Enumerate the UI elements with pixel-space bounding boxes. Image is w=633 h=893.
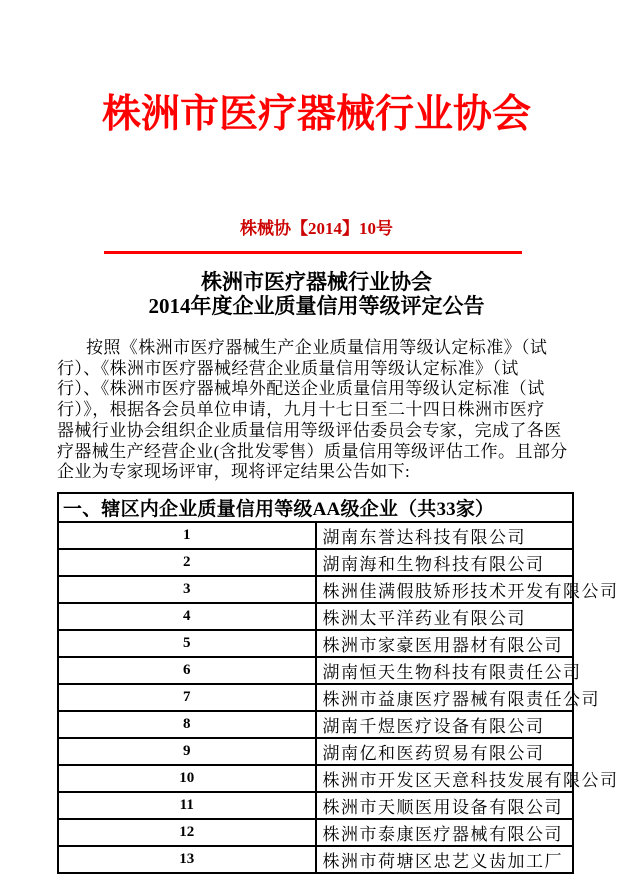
row-number: 2 bbox=[58, 549, 316, 576]
company-name: 株洲太平洋药业有限公司 bbox=[316, 603, 574, 630]
row-number: 13 bbox=[58, 846, 316, 873]
table-row bbox=[58, 792, 573, 819]
table-row bbox=[58, 738, 573, 765]
row-number: 11 bbox=[58, 792, 316, 819]
company-name: 湖南海和生物科技有限公司 bbox=[316, 549, 574, 576]
table-row bbox=[58, 819, 573, 846]
company-name: 株洲市家豪医用器材有限公司 bbox=[316, 630, 574, 657]
table-row bbox=[58, 522, 573, 549]
company-name: 湖南恒天生物科技有限责任公司 bbox=[316, 657, 574, 684]
table-row bbox=[58, 549, 573, 576]
letterhead-org-title: 株洲市医疗器械行业协会 bbox=[101, 93, 531, 136]
row-number: 8 bbox=[58, 711, 316, 738]
doc-number: 株械协【2014】10号 bbox=[240, 219, 393, 238]
company-name: 株洲市益康医疗器械有限责任公司 bbox=[316, 684, 574, 711]
company-name: 株洲市荷塘区忠艺义齿加工厂 bbox=[316, 846, 574, 873]
body-line: 行）、《株洲市医疗器械埠外配送企业质量信用等级认定标准（试 bbox=[57, 379, 545, 399]
row-number: 4 bbox=[58, 603, 316, 630]
body-line: 企业为专家现场评审，现将评定结果公告如下: bbox=[57, 462, 411, 482]
table-section-header-row bbox=[58, 493, 573, 522]
company-name: 湖南亿和医药贸易有限公司 bbox=[316, 738, 574, 765]
body-line: 器械行业协会组织企业质量信用等级评估委员会专家，完成了各医 bbox=[57, 420, 562, 440]
announcement-title-line1: 株洲市医疗器械行业协会 bbox=[201, 270, 432, 294]
row-number: 1 bbox=[58, 522, 316, 549]
company-name: 株洲市开发区天意科技发展有限公司 bbox=[316, 765, 574, 792]
body-paragraph bbox=[57, 338, 577, 483]
row-number: 12 bbox=[58, 819, 316, 846]
rating-table bbox=[57, 492, 619, 874]
company-name: 株洲佳满假肢矫形技术开发有限公司 bbox=[316, 576, 574, 603]
table-row bbox=[58, 576, 573, 603]
company-name: 湖南东誉达科技有限公司 bbox=[316, 522, 574, 549]
body-line: 行）、《株洲市医疗器械经营企业质量信用等级认定标准》（试 bbox=[57, 358, 519, 378]
table-row bbox=[58, 711, 573, 738]
company-name: 株洲市泰康医疗器械有限公司 bbox=[316, 819, 574, 846]
row-number: 10 bbox=[58, 765, 316, 792]
table-row bbox=[58, 846, 573, 873]
letterhead-rule bbox=[104, 251, 522, 254]
table-row bbox=[58, 684, 573, 711]
row-number: 6 bbox=[58, 657, 316, 684]
row-number: 3 bbox=[58, 576, 316, 603]
row-number: 9 bbox=[58, 738, 316, 765]
company-name: 湖南千煜医疗设备有限公司 bbox=[316, 711, 574, 738]
table-row bbox=[58, 657, 573, 684]
table-section-header: 一、辖区内企业质量信用等级AA级企业（共33家） bbox=[58, 493, 573, 522]
table-row bbox=[58, 603, 573, 630]
row-number: 5 bbox=[58, 630, 316, 657]
announcement-title-line2: 2014年度企业质量信用等级评定公告 bbox=[148, 294, 485, 318]
table-row bbox=[58, 765, 573, 792]
body-line: 疗器械生产经营企业(含批发零售）质量信用等级评估工作。且部分 bbox=[57, 441, 568, 461]
body-line: 按照《株洲市医疗器械生产企业质量信用等级认定标准》（试 bbox=[86, 338, 548, 357]
company-name: 株洲市天顺医用设备有限公司 bbox=[316, 792, 574, 819]
row-number: 7 bbox=[58, 684, 316, 711]
table-row bbox=[58, 630, 573, 657]
body-line: 行）》，根据各会员单位申请，九月十七日至二十四日株洲市医疗 bbox=[57, 400, 545, 420]
